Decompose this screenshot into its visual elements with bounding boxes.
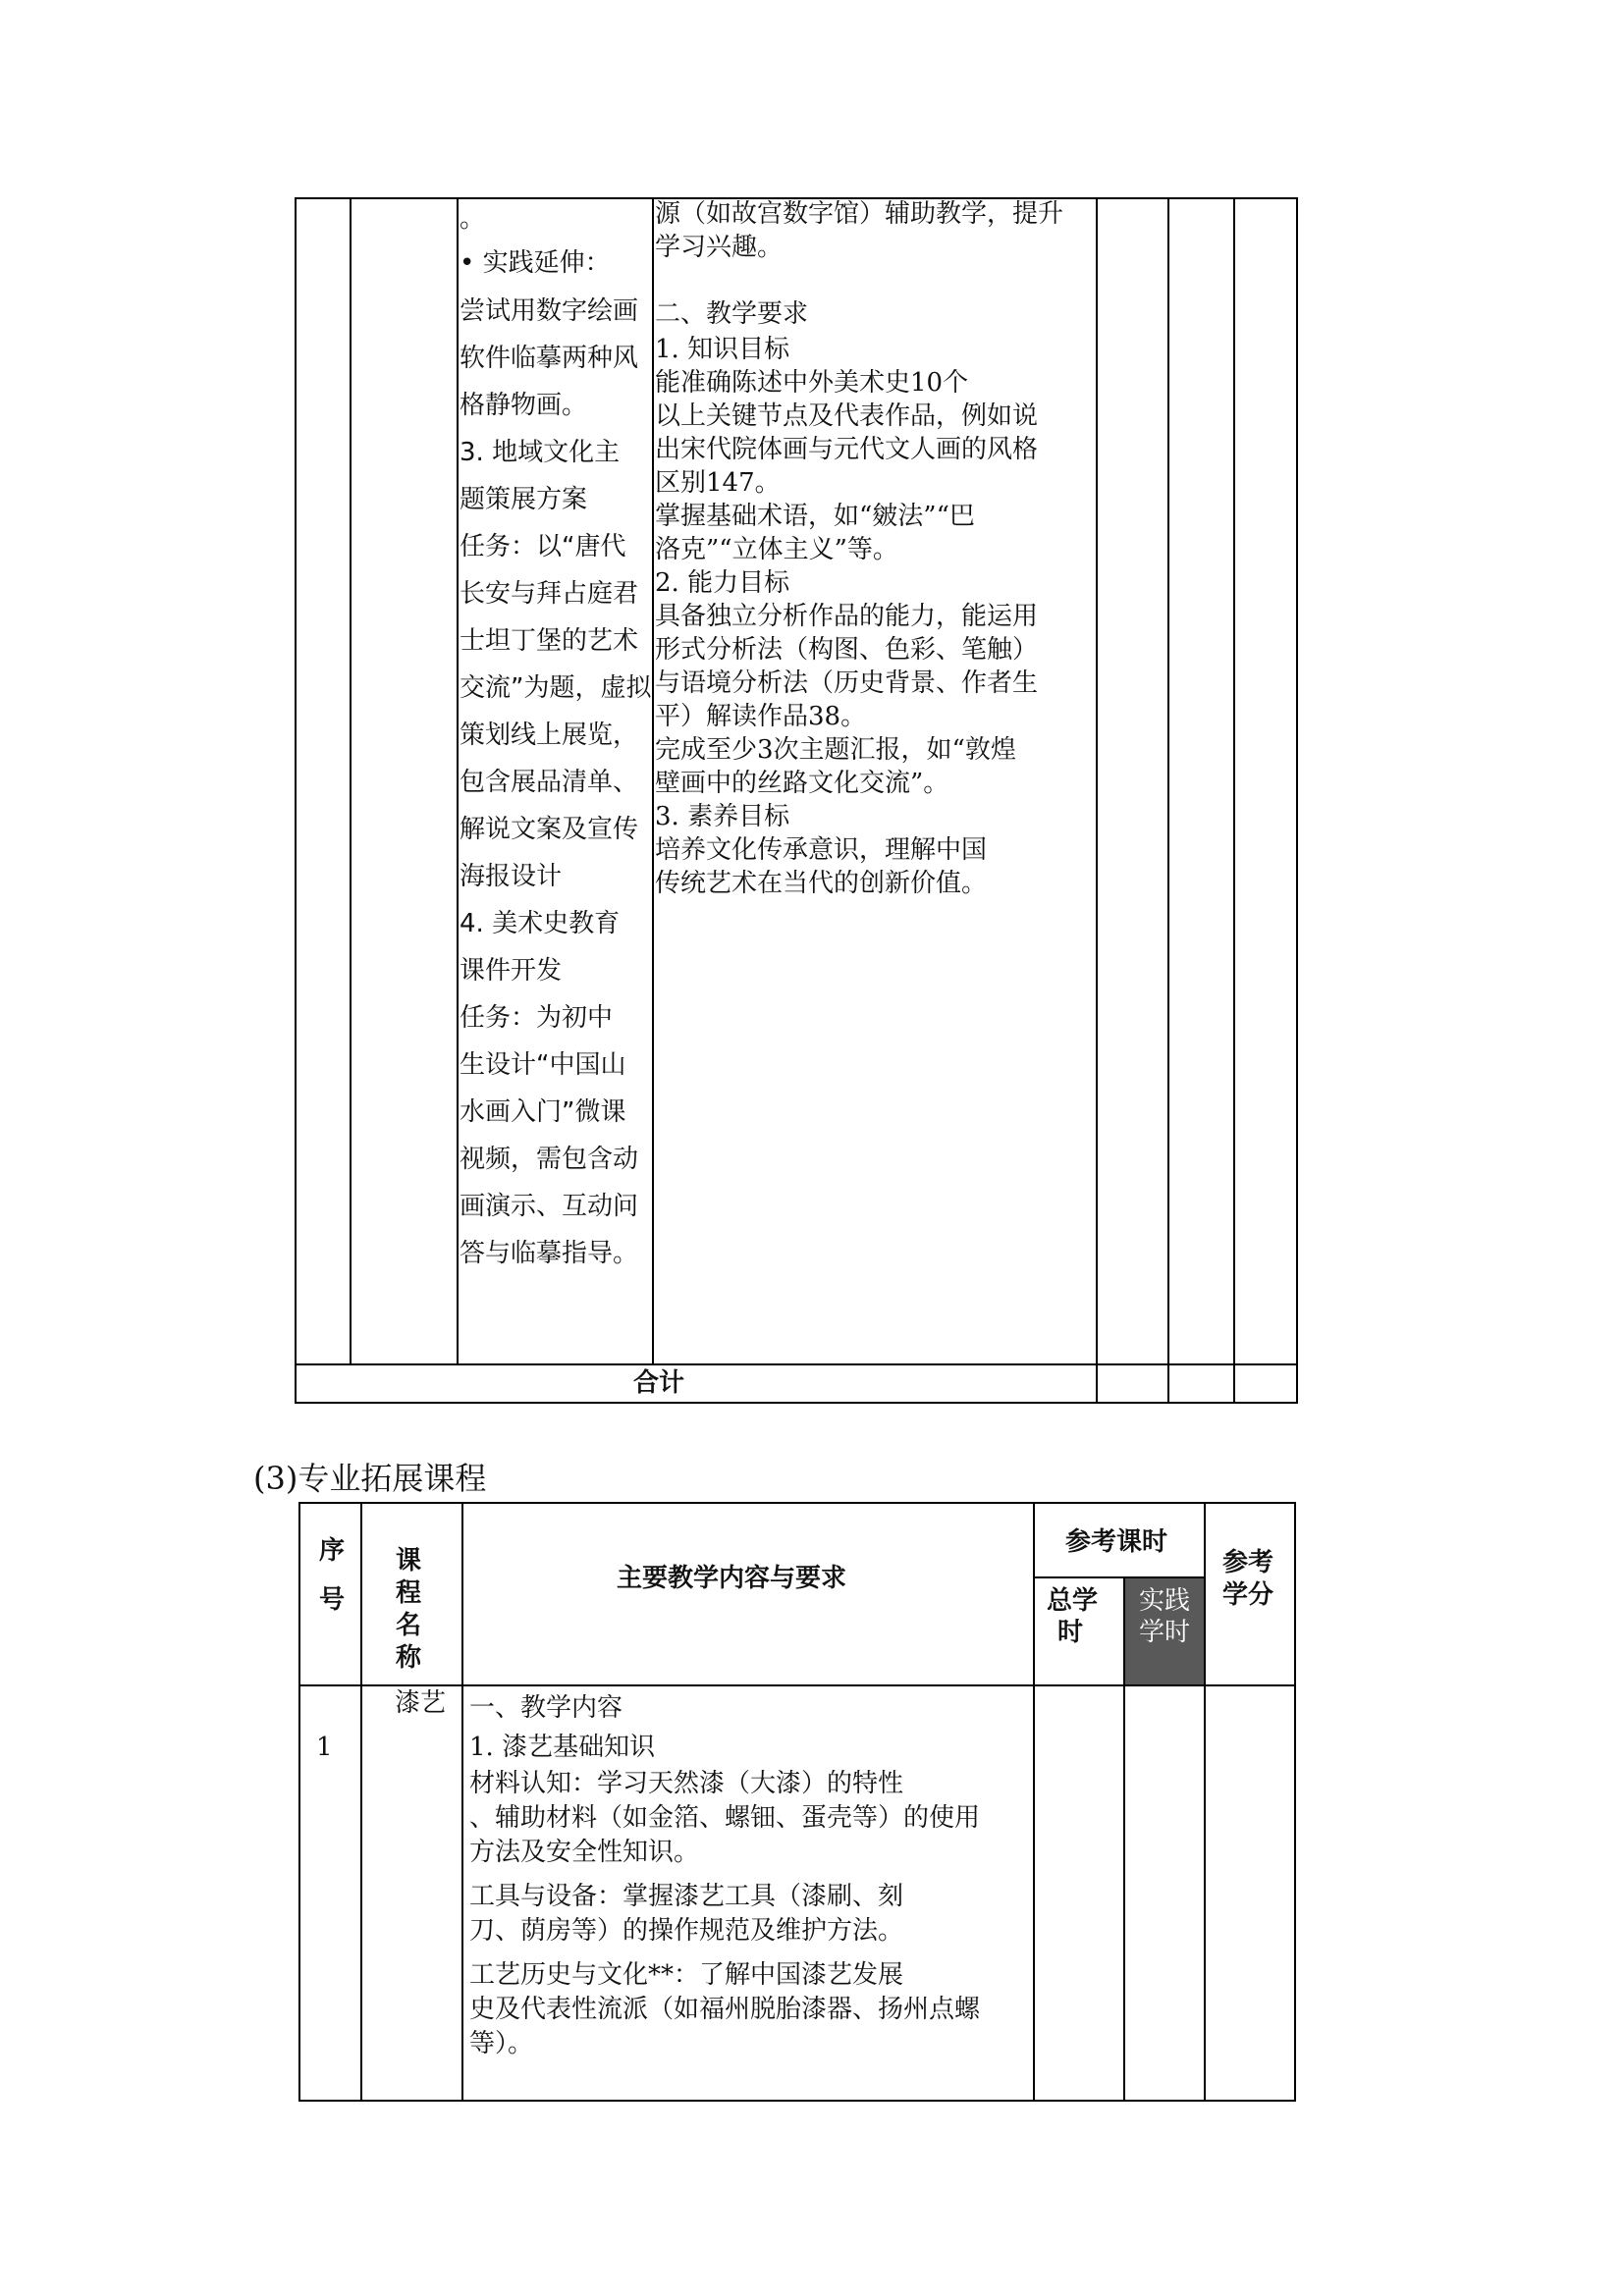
table-2-divider-5 [1204,1502,1206,2102]
cell-text-line: 交流”为题，虚拟 [460,673,652,703]
cell-text-line: 题策展方案 [460,485,588,514]
table-2-divider-3 [1033,1502,1035,2102]
header-course-name-char: 课 [396,1546,422,1575]
cell-text-line: 画演示、互动问 [460,1192,639,1221]
header-ref-credits-line: 参考 [1222,1548,1274,1577]
cell-text-line: 刀、荫房等）的操作规范及维护方法。 [469,1916,904,1946]
table-2-right-border [1294,1502,1296,2102]
cell-text-line: 出宋代院体画与元代文人画的风格 [655,435,1039,464]
table-1-total-row-top-border [295,1363,1298,1365]
cell-text-line: 软件临摹两种风 [460,344,639,373]
cell-text-line: 士坦丁堡的艺术 [460,626,639,656]
cell-text-line: 1. 漆艺基础知识 [469,1733,656,1762]
header-course-name-char: 程 [396,1578,422,1608]
cell-text-line: 4. 美术史教育 [460,909,621,938]
header-practice-hours-line: 学时 [1139,1618,1191,1647]
header-practice-hours-line: 实践 [1139,1586,1191,1616]
cell-text-line: 、辅助材料（如金箔、螺钿、蛋壳等）的使用 [469,1803,981,1833]
header-seq-char: 序 [319,1536,346,1566]
cell-text-line: • 实践延伸： [460,248,611,278]
cell-text-line: 壁画中的丝路文化交流”。 [655,769,949,798]
table-1-divider-3 [652,197,654,1364]
cell-text-line: 源（如故宫数字馆）辅助教学，提升 [655,199,1064,229]
table-1-divider-5 [1167,197,1169,1404]
header-total-hours-line: 总学 [1047,1586,1099,1616]
cell-text-line: 3. 素养目标 [655,802,790,831]
cell-text-line: 以上关键节点及代表作品，例如说 [655,401,1039,431]
cell-text-line: 尝试用数字绘画 [460,296,639,326]
table-2-top-border [298,1502,1296,1504]
table-2-bottom-border [298,2100,1296,2102]
cell-text-line: 传统艺术在当代的创新价值。 [655,869,988,898]
table-1-divider-4 [1096,197,1098,1404]
cell-text-line: 。 [460,204,486,234]
cell-text-line: 学习兴趣。 [655,233,784,262]
header-seq-char: 号 [319,1585,346,1615]
cell-text-line: 掌握基础术语，如“皴法”“巴 [655,502,975,531]
cell-text-line: 区别147。 [655,468,781,498]
cell-text-line: 生设计“中国山 [460,1050,626,1080]
header-ref-hours: 参考课时 [1065,1527,1168,1557]
header-ref-credits-line: 学分 [1222,1580,1274,1610]
cell-text-line: 等）。 [469,2029,534,2058]
table-2-left-border [298,1502,300,2102]
table-2-header-bottom-border [298,1684,1296,1686]
cell-text-line: 工艺历史与文化**：了解中国漆艺发展 [469,1960,904,1990]
cell-text-line: 视频，需包含动 [460,1145,639,1174]
table-1-bottom-border [295,1402,1298,1404]
section-heading: (3)专业拓展课程 [253,1460,487,1497]
cell-text-line: 策划线上展览， [460,721,639,750]
table-1-left-border [295,197,297,1404]
cell-text-line: 史及代表性流派（如福州脱胎漆器、扬州点螺 [469,1995,981,2024]
total-label: 合计 [633,1368,685,1398]
cell-text-line: 答与临摹指导。 [460,1239,639,1268]
header-total-hours-line: 时 [1057,1618,1084,1647]
header-course-name-char: 名 [396,1611,422,1640]
table-1-right-border [1296,197,1298,1404]
cell-text-line: 3. 地域文化主 [460,438,621,467]
cell-text-line: 解说文案及宣传 [460,815,639,844]
header-content: 主要教学内容与要求 [617,1564,847,1593]
cell-text-line: 包含展品清单、 [460,768,639,797]
cell-text-line: 与语境分析法（历史背景、作者生 [655,668,1039,698]
cell-text-line: 2. 能力目标 [655,568,790,598]
cell-text-line: 完成至少3次主题汇报，如“敦煌 [655,735,1016,765]
cell-text-line: 水画入门”微课 [460,1097,626,1127]
table-1-divider-6 [1233,197,1235,1404]
cell-text-line: 具备独立分析作品的能力，能运用 [655,602,1039,631]
cell-text-line: 长安与拜占庭君 [460,579,639,609]
cell-text-line: 一、教学内容 [469,1693,623,1723]
cell-text-line: 二、教学要求 [655,299,809,329]
header-course-name-char: 称 [396,1643,422,1673]
cell-text-line: 培养文化传承意识，理解中国 [655,835,988,865]
table-2-divider-1 [360,1502,362,2102]
row-seq: 1 [316,1733,333,1762]
cell-text-line: 海报设计 [460,862,563,891]
cell-text-line: 平）解读作品38。 [655,702,867,731]
cell-text-line: 能准确陈述中外美术史10个 [655,368,969,398]
table-2-divider-2 [461,1502,463,2102]
table-1-divider-2 [457,197,459,1364]
cell-text-line: 材料认知：学习天然漆（大漆）的特性 [469,1769,904,1798]
cell-text-line: 工具与设备：掌握漆艺工具（漆刷、刻 [469,1882,904,1911]
cell-text-line: 任务：以“唐代 [460,532,626,561]
table-1-divider-1 [350,197,352,1364]
row-course-name: 漆艺 [395,1688,447,1718]
ref-hours-divider [1033,1576,1205,1578]
cell-text-line: 形式分析法（构图、色彩、笔触） [655,635,1039,665]
cell-text-line: 方法及安全性知识。 [469,1838,700,1867]
cell-text-line: 课件开发 [460,956,563,986]
cell-text-line: 1. 知识目标 [655,335,790,364]
cell-text-line: 格静物画。 [460,391,588,420]
cell-text-line: 洛克”“立体主义”等。 [655,535,898,564]
cell-text-line: 任务：为初中 [460,1003,614,1033]
table-2-divider-4 [1123,1576,1125,2102]
